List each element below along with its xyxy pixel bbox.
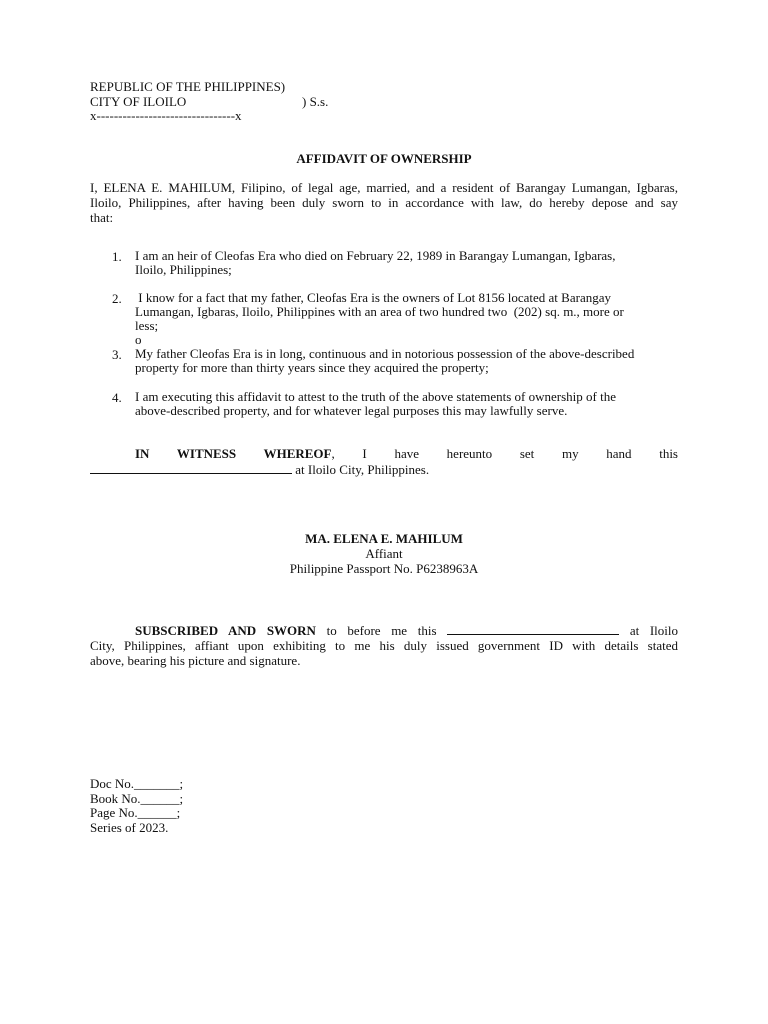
- witness-text: , I have hereunto set my hand this: [331, 446, 678, 461]
- header-city: CITY OF ILOILO: [90, 94, 187, 109]
- item-line: Lumangan, Igbaras, Iloilo, Philippines with an area of two hundred two (202) sq. m., more or: [135, 304, 624, 319]
- intro-line: Iloilo, Philippines, after having been duly sworn to in accordance with law, do hereby depose and say: [90, 195, 678, 210]
- subscribed-line: above, bearing his picture and signature.: [90, 653, 301, 668]
- document-title: AFFIDAVIT OF OWNERSHIP: [296, 151, 472, 166]
- item-line: I am an heir of Cleofas Era who died on February 22, 1989 in Barangay Lumangan, Igbaras,: [135, 248, 616, 263]
- intro-line: I, ELENA E. MAHILUM, Filipino, of legal age, married, and a resident of Barangay Lumangan, Igbaras,: [90, 180, 678, 195]
- header-republic: REPUBLIC OF THE PHILIPPINES): [90, 79, 286, 94]
- item-number: 2.: [112, 291, 122, 306]
- witness-line: [90, 462, 678, 477]
- list-item: [135, 249, 680, 277]
- header-divider: x--------------------------------x: [90, 108, 242, 123]
- series-year: Series of 2023.: [90, 820, 169, 835]
- doc-number: Doc No._______;: [90, 776, 184, 791]
- subscribed-line: [90, 623, 678, 638]
- affiant-name: MA. ELENA E. MAHILUM: [305, 531, 463, 546]
- list-item: [135, 347, 680, 375]
- subscribed-text: to before me this: [315, 623, 437, 638]
- subscribed-text: at Iloilo: [619, 623, 679, 638]
- page-number: Page No.______;: [90, 805, 181, 820]
- affiant-role: Affiant: [365, 546, 403, 561]
- list-item: [135, 390, 680, 418]
- item-number: 1.: [112, 249, 122, 264]
- item-line: I know for a fact that my father, Cleofas Era is the owners of Lot 8156 located at Barangay: [135, 290, 611, 305]
- item-line: Iloilo, Philippines;: [135, 262, 232, 277]
- witness-line: [90, 446, 678, 461]
- item-line: above-described property, and for whatever legal purposes this may lawfully serve.: [135, 403, 568, 418]
- list-item: [135, 291, 680, 347]
- witness-bold: IN WITNESS WHEREOF: [135, 446, 332, 461]
- item-line: I am executing this affidavit to attest to the truth of the above statements of ownership of the: [135, 389, 616, 404]
- book-number: Book No.______;: [90, 791, 184, 806]
- item-line: less;: [135, 318, 159, 333]
- witness-text: at Iloilo City, Philippines.: [292, 462, 430, 477]
- subscribed-bold: SUBSCRIBED AND SWORN: [135, 623, 316, 638]
- item-line: My father Cleofas Era is in long, continuous and in notorious possession of the above-described: [135, 346, 635, 361]
- date-blank: [90, 462, 292, 474]
- subscribed-line: City, Philippines, affiant upon exhibiting to me his duly issued government ID with details stated: [90, 638, 678, 653]
- item-number: 4.: [112, 390, 122, 405]
- item-line: o: [135, 332, 142, 347]
- item-line: property for more than thirty years since they acquired the property;: [135, 360, 489, 375]
- affiant-passport: Philippine Passport No. P6238963A: [289, 561, 479, 576]
- header-ss: ) S.s.: [302, 94, 329, 109]
- subscribed-paragraph: [90, 623, 678, 668]
- witness-paragraph: [90, 446, 678, 477]
- intro-line: that:: [90, 210, 114, 225]
- date-blank: [447, 623, 619, 635]
- item-number: 3.: [112, 347, 122, 362]
- intro-paragraph: [90, 180, 678, 225]
